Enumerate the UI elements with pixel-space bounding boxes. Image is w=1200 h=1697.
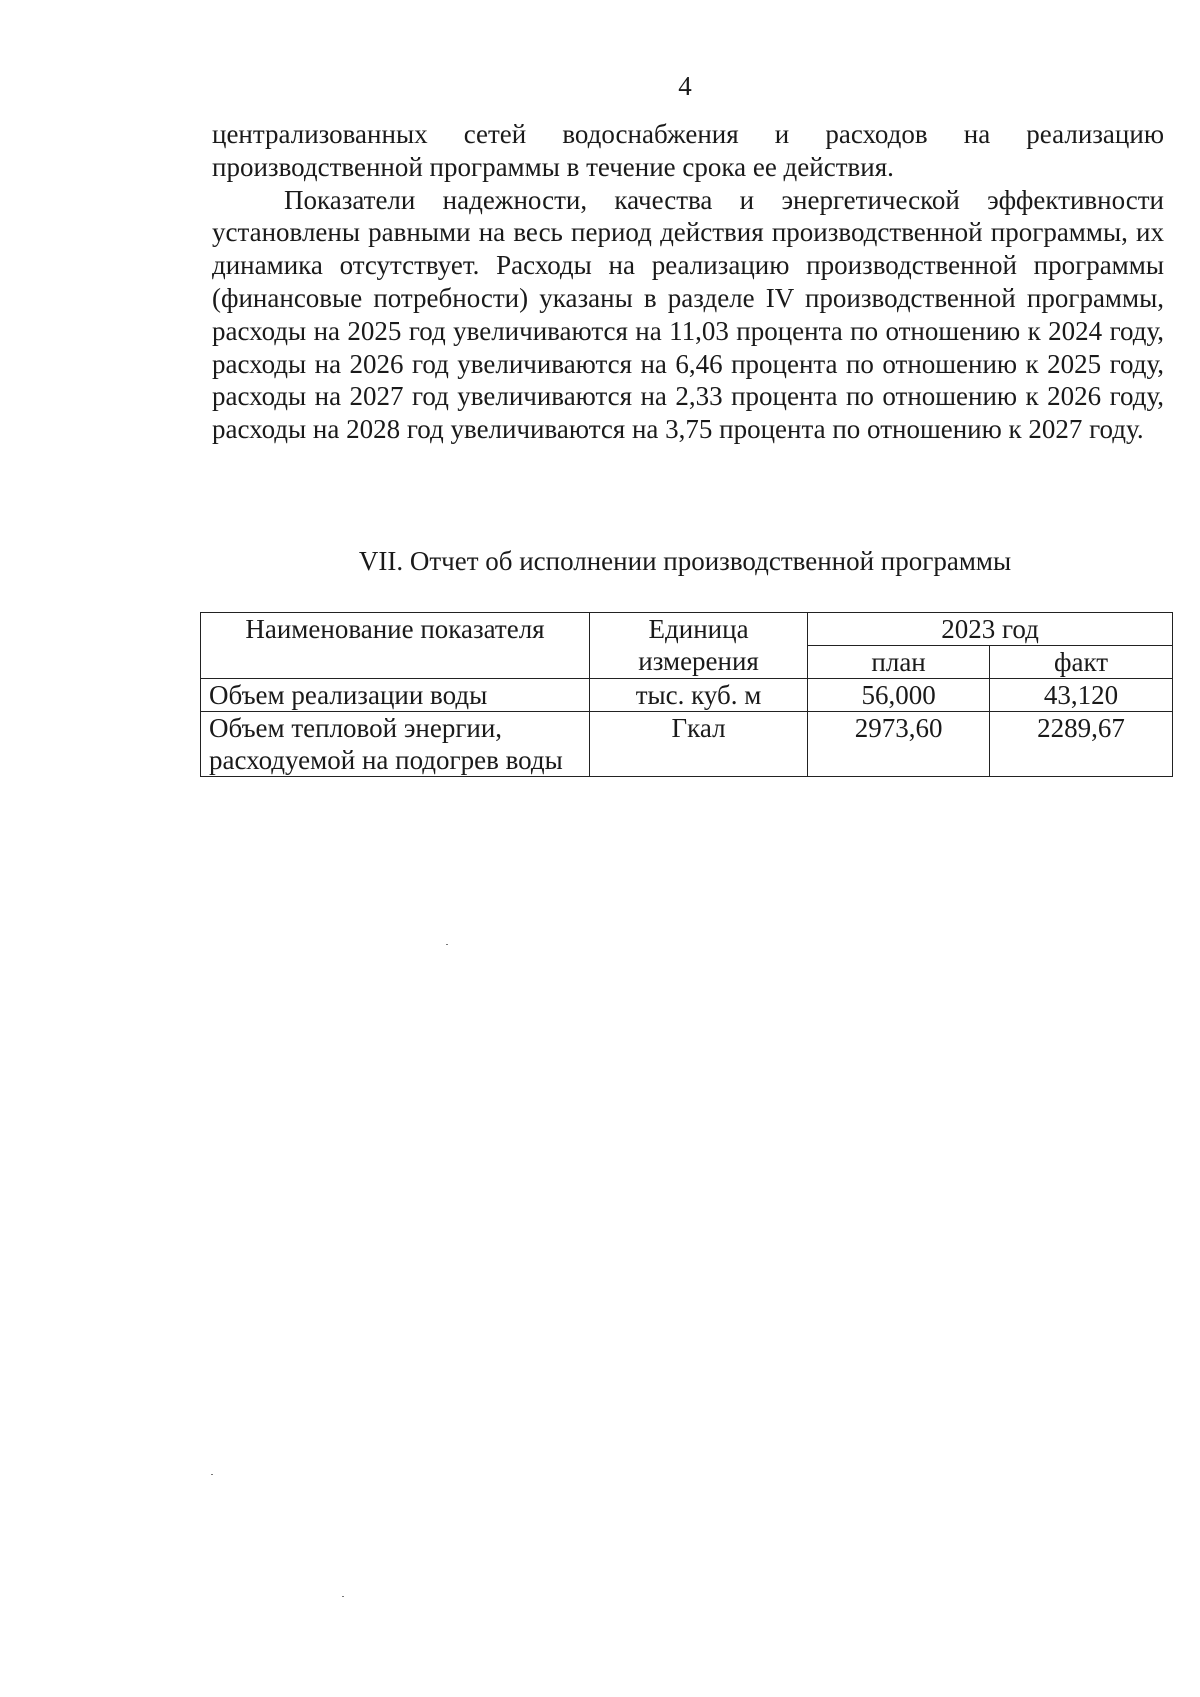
header-year: 2023 год: [808, 613, 1173, 646]
scan-speck: [446, 944, 448, 945]
scan-speck: [211, 1474, 213, 1475]
body-text: [212, 118, 1164, 446]
row-fact: 43,120: [990, 679, 1173, 712]
paragraph-continuation: централизованных сетей водоснабжения и расходов на реализацию производственной программы в течение срока ее действия.: [212, 119, 1164, 182]
row-name: Объем тепловой энергии, расходуемой на подогрев воды: [201, 712, 590, 777]
report-table: [200, 612, 1173, 777]
header-fact: факт: [990, 646, 1173, 679]
section-title: VII. Отчет об исполнении производственной программы: [358, 546, 1012, 576]
header-indicator-name: Наименование показателя: [201, 613, 590, 679]
row-unit: Гкал: [590, 712, 808, 777]
scan-speck: [342, 1596, 344, 1597]
row-plan: 2973,60: [808, 712, 990, 777]
header-unit: Единица измерения: [590, 613, 808, 679]
row-plan: 56,000: [808, 679, 990, 712]
table-row: [201, 712, 1173, 777]
table-row: [201, 679, 1173, 712]
row-fact: 2289,67: [990, 712, 1173, 777]
table-header-row: [201, 613, 1173, 646]
header-plan: план: [808, 646, 990, 679]
row-name: Объем реализации воды: [201, 679, 590, 712]
page-number: 4: [678, 71, 692, 101]
paragraph-indicators: Показатели надежности, качества и энергетической эффективности установлены равными на весь период действия производственной программы, их динамика отсутствует. Расходы на реализацию производственной программы (финансовые потребности) указаны в разделе IV производственной программы, расходы на 2025 год увеличиваются на 11,03 процента по отношению к 2024 году, расходы на 2026 год увеличиваются на 6,46 процента по отношению к 2025 году, расходы на 2027 год увеличиваются на 2,33 процента по отношению к 2026 году, расходы на 2028 год увеличиваются на 3,75 процента по отношению к 2027 году.: [212, 184, 1164, 445]
row-unit: тыс. куб. м: [590, 679, 808, 712]
